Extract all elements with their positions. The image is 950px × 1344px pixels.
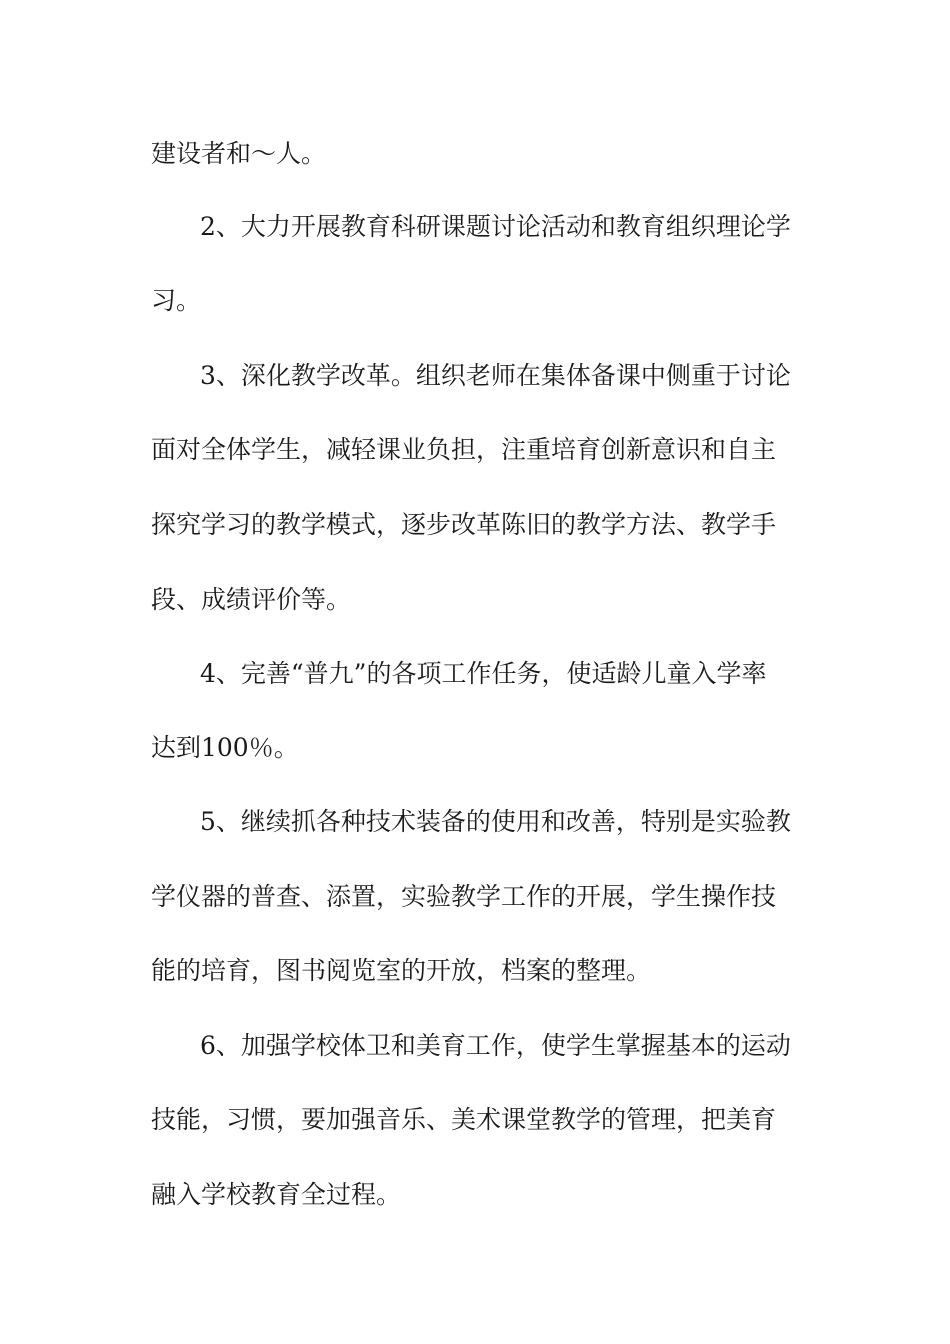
text-line: 建设者和～人。 bbox=[151, 139, 327, 168]
text-line: 面对全体学生，减轻课业负担，注重培育创新意识和自主 bbox=[151, 435, 777, 464]
paragraph-4-line: 4、完善“普九”的各项工作任务，使适龄儿童入学率 bbox=[200, 659, 767, 688]
text-line: 能的培育，图书阅览室的开放，档案的整理。 bbox=[151, 956, 652, 985]
text-line: 技能，习惯，要加强音乐、美术课堂教学的管理，把美育 bbox=[151, 1105, 777, 1134]
text-line: 学仪器的普查、添置，实验教学工作的开展，学生操作技 bbox=[151, 882, 777, 911]
text-line: 段、成绩评价等。 bbox=[151, 585, 352, 614]
paragraph-3-line: 3、深化教学改革。组织老师在集体备课中侧重于讨论 bbox=[200, 361, 791, 390]
text-line: 习。 bbox=[151, 286, 202, 315]
paragraph-5-line: 5、继续抓各种技术装备的使用和改善，特别是实验教 bbox=[200, 807, 791, 836]
text-line: 探究学习的教学模式，逐步改革陈旧的教学方法、教学手 bbox=[151, 510, 777, 539]
text-line: 达到100％。 bbox=[151, 733, 299, 762]
paragraph-6-line: 6、加强学校体卫和美育工作，使学生掌握基本的运动 bbox=[200, 1031, 791, 1060]
text-line: 融入学校教育全过程。 bbox=[151, 1180, 402, 1209]
paragraph-2-line: 2、大力开展教育科研课题讨论活动和教育组织理论学 bbox=[200, 212, 791, 241]
